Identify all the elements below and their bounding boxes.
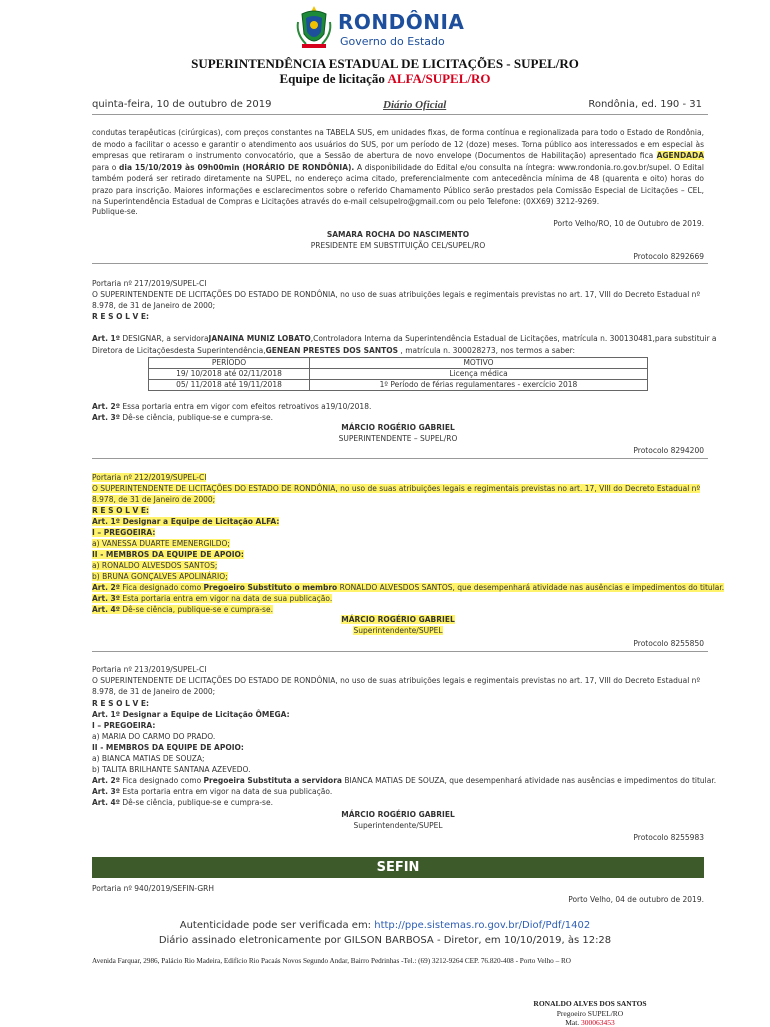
periods-table xyxy=(148,357,648,391)
art-text: ,Controladora Interna da Superintendência Estadual de Licitações, matrícula n. 300130481,para substituir a xyxy=(310,334,717,343)
table-header-cell: PERÍODO xyxy=(149,358,310,369)
portaria-art3 xyxy=(92,593,704,604)
highlighted-text: Art. 1º Designar a Equipe de Licitação ALFA: xyxy=(92,517,280,526)
subtitle-prefix: Equipe de licitação xyxy=(279,71,388,86)
pregoeira-label xyxy=(92,527,704,538)
portaria-art4 xyxy=(92,604,704,615)
portaria-art1 xyxy=(92,516,704,527)
logo-subtitle: Governo do Estado xyxy=(340,35,445,48)
section-divider xyxy=(92,458,708,459)
highlighted-text: a) VANESSA DUARTE EMENERGILDO; xyxy=(92,539,230,548)
authenticity-link[interactable]: http://ppe.sistemas.ro.gov.br/Diof/Pdf/1402 xyxy=(374,920,591,931)
portaria-intro: O SUPERINTENDENTE DE LICITAÇÕES DO ESTADO DE RONDÔNIA, no uso de suas atribuições legais e regimentais previstas no art. 17, VIII do Decreto Estadual nº xyxy=(92,290,700,299)
pregoeira-label: I – PREGOEIRA: xyxy=(92,721,156,730)
apoio-member xyxy=(92,571,704,582)
art-text: , matrícula n. 300028273, nos termos a saber: xyxy=(398,346,576,355)
sefin-portaria-number: Portaria nº 940/2019/SEFIN-GRH xyxy=(92,884,215,893)
art-label: Art. 3º xyxy=(92,594,120,603)
portaria-art1 xyxy=(92,333,717,344)
art-label: Art. 2º xyxy=(92,583,120,592)
portaria-signer: MÁRCIO ROGÉRIO GABRIEL xyxy=(341,810,455,819)
art-text: Esta portaria entra em vigor na data de sua publicação. xyxy=(120,787,333,796)
notice-agendada: AGENDADA xyxy=(656,151,704,160)
notice-body-part: para o xyxy=(92,162,119,172)
apoio-label xyxy=(92,549,704,560)
apoio-member: b) TALITA BRILHANTE SANTANA AZEVEDO. xyxy=(92,765,251,774)
servant-name: JANAINA MUNIZ LOBATO xyxy=(208,334,311,343)
art-text: Esta portaria entra em vigor na data de sua publicação. xyxy=(120,594,333,603)
art-label: Art. 2º xyxy=(92,776,120,785)
protocol-number: Protocolo 8292669 xyxy=(633,252,704,261)
stamp-mat-number: 300063453 xyxy=(581,1018,615,1027)
table-header-cell: MOTIVO xyxy=(310,358,648,369)
table-header-row xyxy=(149,358,648,369)
portaria-signer-role: Superintendente/SUPEL xyxy=(353,821,443,830)
portaria-art3 xyxy=(92,412,704,423)
art-text: Dê-se ciência, publique-se e cumpra-se. xyxy=(120,605,273,614)
notice-session-date: dia 15/10/2019 às 09h00min (HORÁRIO DE RONDÔNIA). xyxy=(119,162,355,172)
publique-se: Publique-se. xyxy=(92,207,138,216)
notice-body-part: condutas terapêuticas (cirúrgicas), com preços constantes na TABELA SUS, em unidades fixas, de forma contínua e regionalizada para todo o Estado de Rondônia, de modo a facilitar o acesso e garantir o atendimento aos usuários do SUS, por um período de 12 (doze) meses. Torna público aos interessados e em especial às empresas que retiraram o instrumento convocatório, que a Sessão de abertura de novo envelope (Documentos de Habilitação) apresentado fica xyxy=(92,128,704,160)
highlighted-text: a) RONALDO ALVESDOS SANTOS; xyxy=(92,561,218,570)
highlighted-text: O SUPERINTENDENTE DE LICITAÇÕES DO ESTADO DE RONDÔNIA, no uso de suas atribuições legais e regimentais previstas no art. 17, VIII do Decreto Estadual nº xyxy=(92,484,700,493)
notice-signer-role: PRESIDENTE EM SUBSTITUIÇÃO CEL/SUPEL/RO xyxy=(310,241,486,250)
logo-title: RONDÔNIA xyxy=(338,10,465,34)
highlighted-text: MÁRCIO ROGÉRIO GABRIEL xyxy=(341,615,455,624)
art-text: Fica designado como xyxy=(120,583,204,592)
portaria-art1-cont xyxy=(92,345,704,356)
portaria-intro xyxy=(92,483,704,494)
stamp-name: RONALDO ALVES DOS SANTOS xyxy=(533,999,647,1008)
apoio-label: II - MEMBROS DA EQUIPE DE APOIO: xyxy=(92,743,244,752)
highlighted-text: Superintendente/SUPEL xyxy=(353,626,443,635)
art-text: RONALDO ALVESDOS SANTOS, que desempenhará atividade nas ausências e impedimentos do titular. xyxy=(337,583,725,592)
highlighted-text: b) BRUNA GONÇALVES APOLINÁRIO; xyxy=(92,572,228,581)
portaria-number: Portaria nº 213/2019/SUPEL-CI xyxy=(92,665,207,674)
section-divider xyxy=(92,263,708,264)
apoio-member xyxy=(92,560,704,571)
portaria-intro: 8.978, de 31 de Janeiro de 2000; xyxy=(92,687,216,696)
section-divider xyxy=(92,651,708,652)
highlighted-text: 8.978, de 31 de Janeiro de 2000; xyxy=(92,495,216,504)
header-divider xyxy=(92,114,708,115)
highlighted-text: II - MEMBROS DA EQUIPE DE APOIO: xyxy=(92,550,244,559)
resolve: R E S O L V E: xyxy=(92,699,150,708)
art-label: Art. 1º xyxy=(92,334,120,343)
portaria-art1: Art. 1º Designar a Equipe de Licitação ÔMEGA: xyxy=(92,710,290,719)
page-subtitle xyxy=(0,71,770,87)
portaria-number: Portaria nº 217/2019/SUPEL-CI xyxy=(92,279,207,288)
portaria-signer-role xyxy=(92,626,704,635)
art-label: Art. 3º xyxy=(92,413,120,422)
highlighted-text: Portaria nº 212/2019/SUPEL-CI xyxy=(92,473,207,482)
table-row xyxy=(149,369,648,380)
footer-address: Avenida Farquar, 2986, Palácio Rio Madeira, Edifício Rio Pacaás Novos Segundo Andar, Bairro Pedrinhas -Tel.: (69) 3212-9264 CEP. 76.820-408 - Porto Velho – RO xyxy=(92,957,571,965)
art-text: Fica designado como xyxy=(120,776,204,785)
portaria-art2 xyxy=(92,775,717,786)
pregoeira-name xyxy=(92,538,704,549)
servant-name: GENEAN PRESTES DOS SANTOS xyxy=(265,346,399,355)
portaria-intro xyxy=(92,494,704,505)
resolve xyxy=(92,505,704,516)
portaria-art2 xyxy=(92,582,725,593)
stamp-mat-label: Mat. xyxy=(565,1018,582,1027)
issue-date: quinta-feira, 10 de outubro de 2019 xyxy=(92,99,272,110)
table-cell: Licença médica xyxy=(310,369,648,380)
subtitle-highlight: ALFA/SUPEL/RO xyxy=(387,71,491,86)
pregoeira-name: a) MARIA DO CARMO DO PRADO. xyxy=(92,732,216,741)
portaria-signer-role: SUPERINTENDENTE – SUPEL/RO xyxy=(338,434,458,443)
art-label: Art. 2º xyxy=(92,402,120,411)
edition-number: Rondônia, ed. 190 - 31 xyxy=(588,99,702,110)
table-cell: 1º Período de férias regulamentares - exercício 2018 xyxy=(310,380,648,391)
art-text: Diretora de Licitaçõesdesta Superintendência, xyxy=(92,346,266,355)
table-cell: 05/ 11/2018 até 19/11/2018 xyxy=(149,380,310,391)
notice-signer: SAMARA ROCHA DO NASCIMENTO xyxy=(326,230,470,239)
portaria-art4 xyxy=(92,797,704,808)
resolve: R E S O L V E: xyxy=(92,312,150,321)
art-text: DESIGNAR, a servidora xyxy=(120,334,209,343)
protocol-number: Protocolo 8294200 xyxy=(633,446,704,455)
sefin-section-heading: SEFIN xyxy=(92,857,704,878)
page-title: SUPERINTENDÊNCIA ESTADUAL DE LICITAÇÕES - SUPEL/RO xyxy=(191,56,579,71)
authenticity-notice xyxy=(0,920,770,931)
table-row xyxy=(149,380,648,391)
protocol-number: Protocolo 8255983 xyxy=(633,833,704,842)
signed-notice: Diário assinado eletronicamente por GILSON BARBOSA - Diretor, em 10/10/2019, às 12:28 xyxy=(158,935,612,946)
art-label: Art. 4º xyxy=(92,798,120,807)
portaria-intro: 8.978, de 31 de Janeiro de 2000; xyxy=(92,301,216,310)
portaria-signer: MÁRCIO ROGÉRIO GABRIEL xyxy=(341,423,455,432)
notice-body xyxy=(92,127,704,208)
coat-of-arms-icon xyxy=(294,4,334,50)
portaria-art3 xyxy=(92,786,704,797)
art-text: Essa portaria entra em vigor com efeitos retroativos a19/10/2018. xyxy=(120,402,372,411)
art-text: Dê-se ciência, publique-se e cumpra-se. xyxy=(120,798,273,807)
sefin-place-date: Porto Velho, 04 de outubro de 2019. xyxy=(568,895,704,904)
portaria-number xyxy=(92,472,704,483)
state-logo xyxy=(294,4,474,52)
art-text: BIANCA MATIAS DE SOUZA, que desempenhará atividade nas ausências e impedimentos do titular. xyxy=(341,776,717,785)
art-text: Pregoeira Substituta a servidora xyxy=(203,776,342,785)
journal-name: Diário Oficial xyxy=(383,99,447,111)
highlighted-text: R E S O L V E: xyxy=(92,506,150,515)
notice-place-date: Porto Velho/RO, 10 de Outubro de 2019. xyxy=(553,219,704,228)
apoio-member: a) BIANCA MATIAS DE SOUZA; xyxy=(92,754,205,763)
art-text: Dê-se ciência, publique-se e cumpra-se. xyxy=(120,413,273,422)
portaria-art2 xyxy=(92,401,704,412)
art-label: Art. 4º xyxy=(92,605,120,614)
table-cell: 19/ 10/2018 até 02/11/2018 xyxy=(149,369,310,380)
art-label: Art. 3º xyxy=(92,787,120,796)
highlighted-text: I – PREGOEIRA: xyxy=(92,528,156,537)
portaria-signer xyxy=(92,615,704,624)
authenticity-label: Autenticidade pode ser verificada em: xyxy=(179,920,375,931)
protocol-number: Protocolo 8255850 xyxy=(633,639,704,648)
stamp-role: Pregoeiro SUPEL/RO xyxy=(556,1009,624,1018)
portaria-intro: O SUPERINTENDENTE DE LICITAÇÕES DO ESTADO DE RONDÔNIA, no uso de suas atribuições legais e regimentais previstas no art. 17, VIII do Decreto Estadual nº xyxy=(92,676,700,685)
notice-body-part: A disponibilidade do Edital e/ou consulta na íntegra: www.rondonia.ro.gov.br/supel. O Edital também poderá ser retirado diretamente na SUPEL, no endereço acima citado, preferencialmente com antecedência mínima de 48 (quarenta e oito) horas do prazo para inscrição. Maiores informações e esclarecimentos sobre o referido Chamamento Público serão prestados pela Comissão Especial de Licitações – CEL, na Superintendência Estadual de Compras e Licitações através do e-mail celsupelro@gmail.com ou pelo Telefone: (0XX69) 3212-9269. xyxy=(92,162,704,206)
stamp-mat xyxy=(520,1018,660,1027)
art-text: Pregoeiro Substituto o membro xyxy=(203,583,338,592)
